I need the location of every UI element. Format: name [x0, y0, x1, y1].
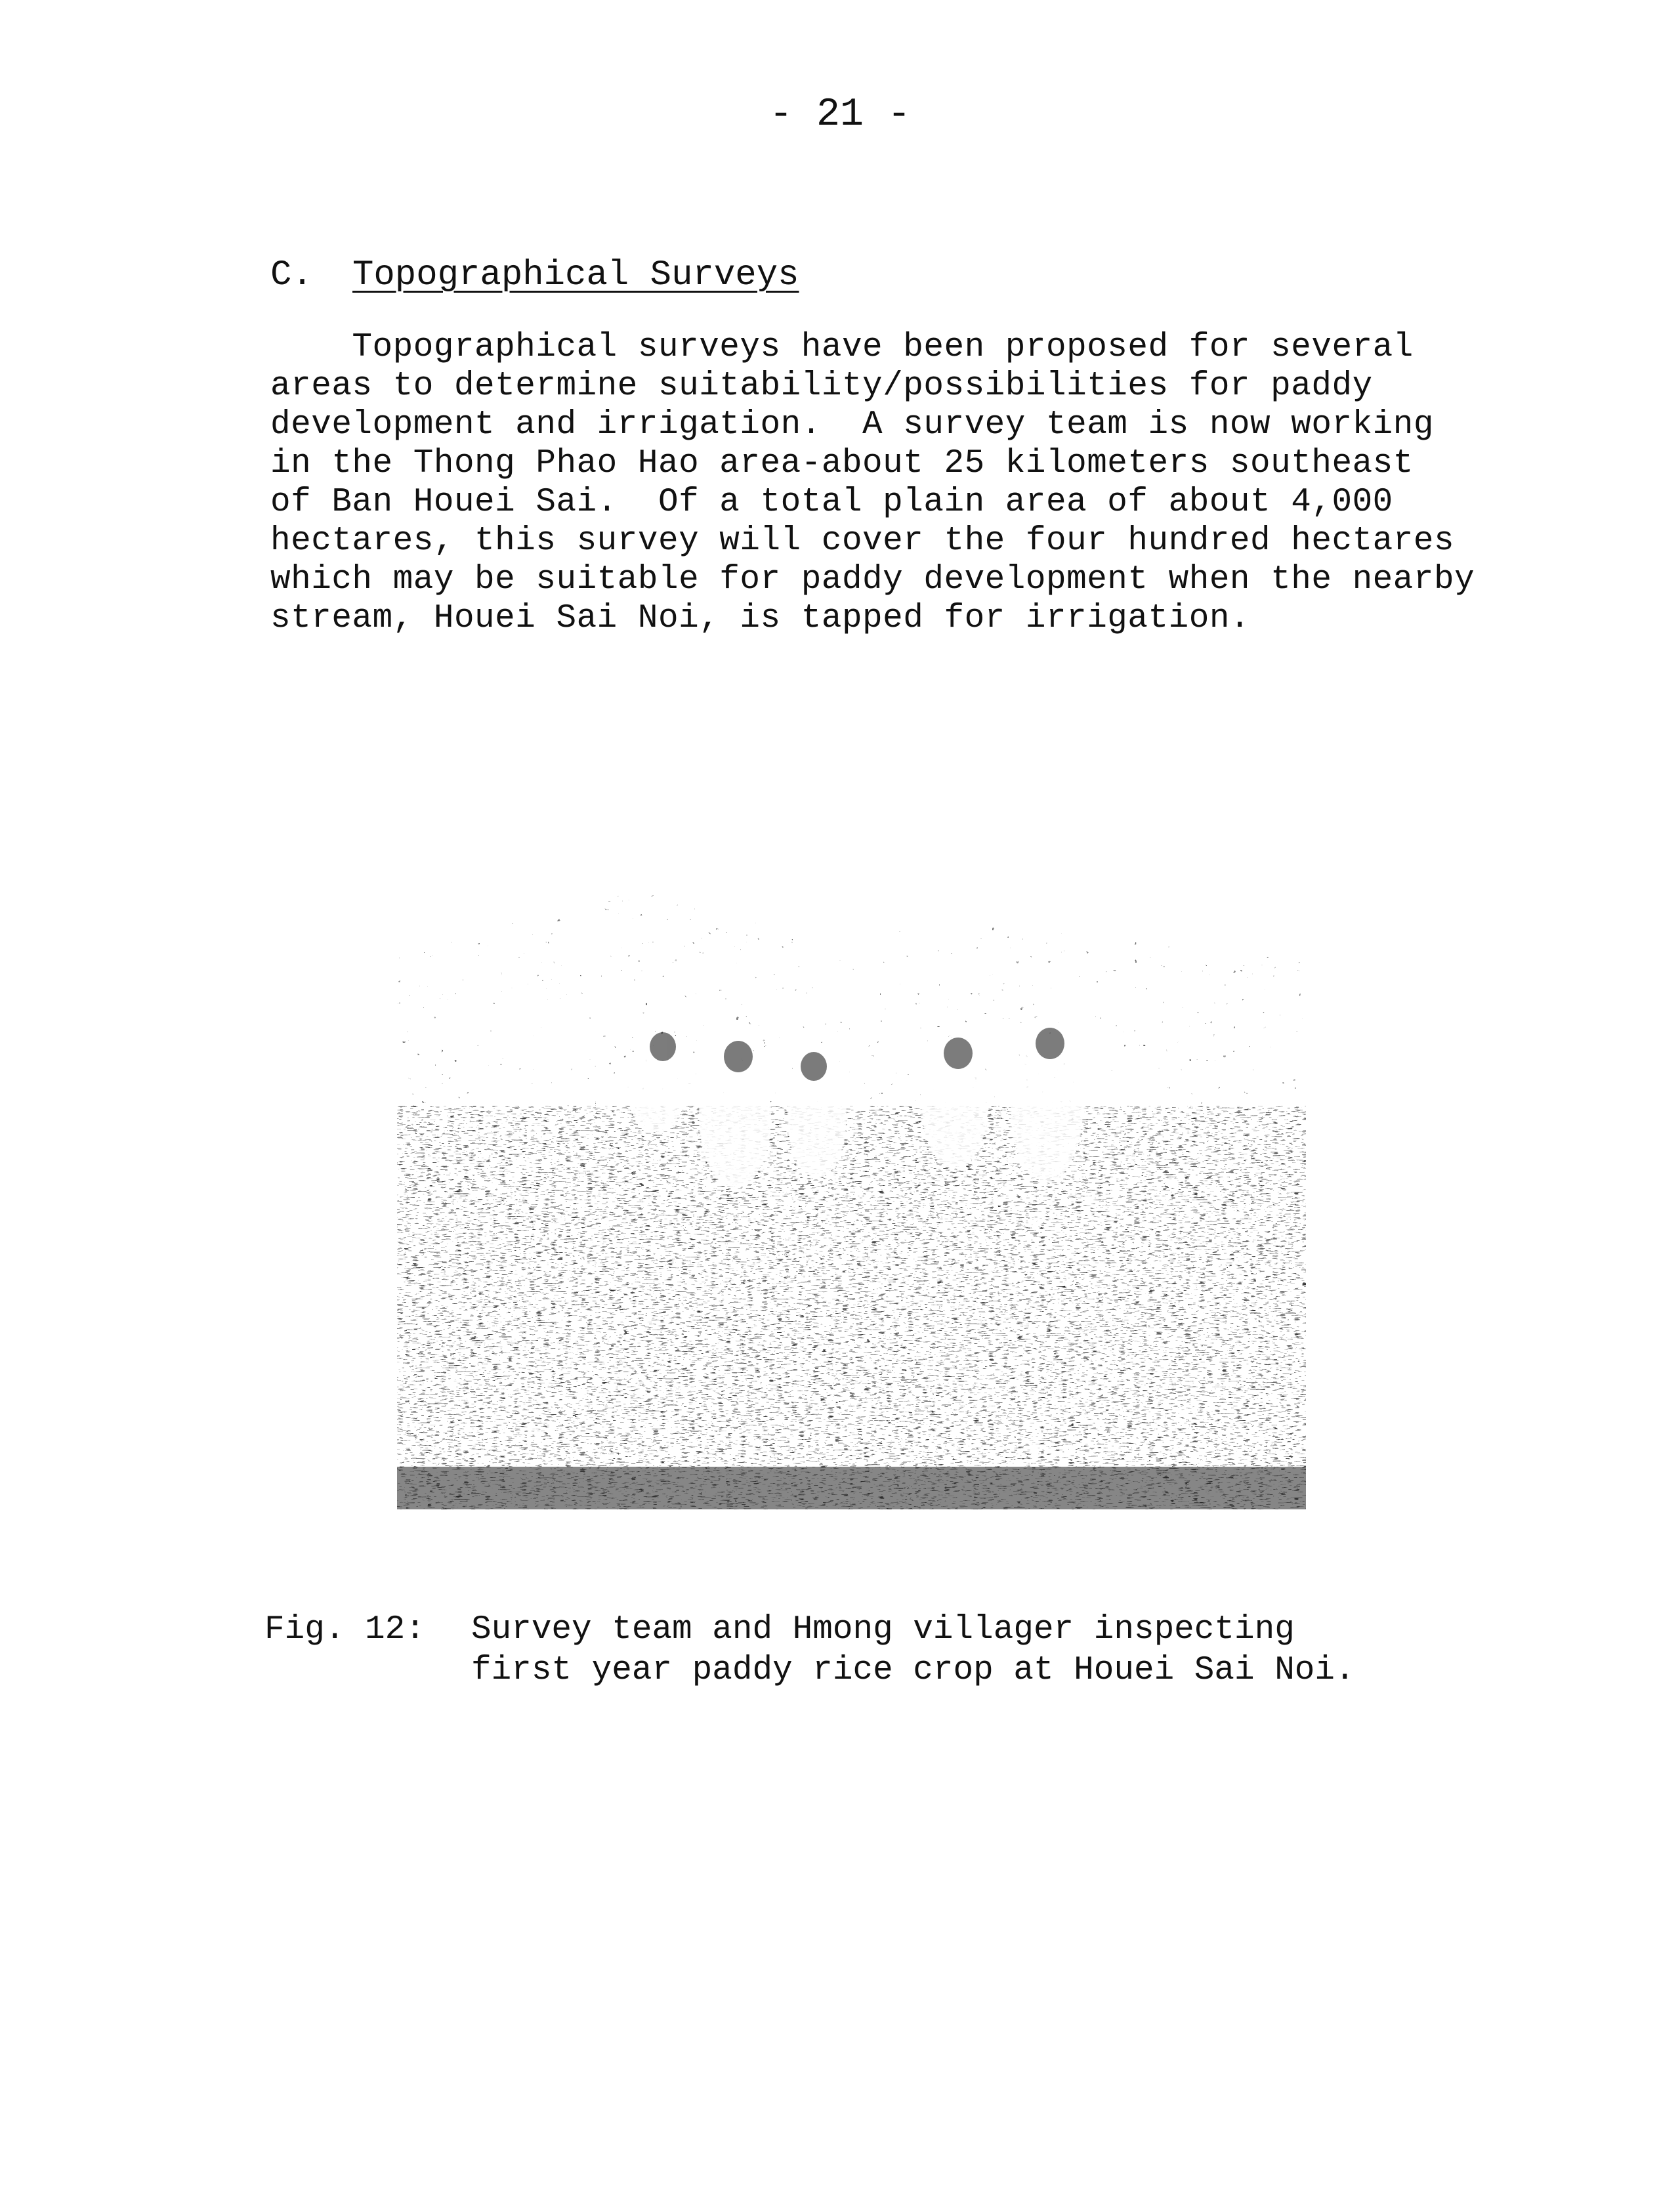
section-title: Topographical Surveys: [352, 255, 799, 295]
paddy-field-photo: [397, 889, 1306, 1509]
paragraph-line: which may be suitable for paddy development when the nearby: [270, 561, 1475, 598]
caption-text: [471, 1610, 1456, 1691]
figure-photo: [397, 889, 1306, 1509]
paragraph-line: of Ban Houei Sai. Of a total plain area of about 4,000: [270, 484, 1393, 521]
caption-line: first year paddy rice crop at Houei Sai Noi.: [471, 1652, 1355, 1689]
paragraph-line: areas to determine suitability/possibilities for paddy: [270, 368, 1373, 405]
section-heading: [270, 253, 799, 299]
paragraph-line: Topographical surveys have been proposed for several: [270, 329, 1414, 366]
paragraph-line: development and irrigation. A survey team is now working: [270, 406, 1434, 444]
paragraph-line: stream, Houei Sai Noi, is tapped for irrigation.: [270, 600, 1251, 637]
section-letter: C.: [270, 255, 313, 295]
paragraph-line: hectares, this survey will cover the four hundred hectares: [270, 522, 1455, 560]
body-paragraph: [270, 328, 1478, 638]
page-number: - 21 -: [768, 93, 912, 137]
paragraph-line: in the Thong Phao Hao area-about 25 kilometers southeast: [270, 445, 1414, 482]
caption-line: Survey team and Hmong villager inspecting: [471, 1611, 1295, 1648]
figure-label: Fig. 12:: [264, 1611, 425, 1648]
